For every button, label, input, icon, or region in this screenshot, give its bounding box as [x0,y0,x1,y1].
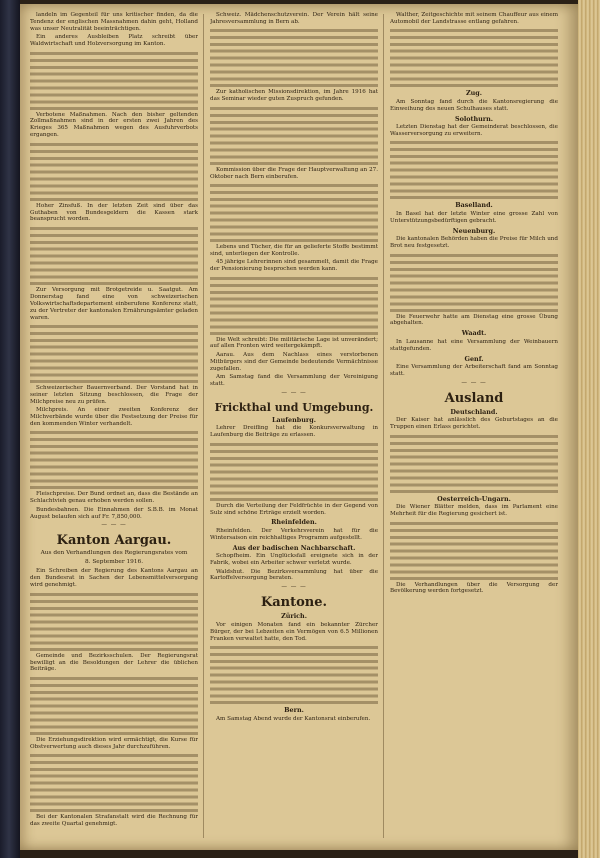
subheading-bern: Bern. [284,706,304,714]
paragraph: 45 jährige Lehrerinnen sind gesammelt, damit die Frage der Pensionierung besprochen werden kann. [210,259,378,273]
paragraph: Verbotene Maßnahmen. Nach den bisher geltenden Zollmaßnahmen sind in der ersten zwei Jahren des Krieges 365 Maßnahmen wegen des Ausfuhrverbots ergangen. [30,111,198,139]
text-block [30,752,198,812]
paragraph: In Basel hat der letzte Winter eine grosse Zahl von Unterstützungsbedürftigen gebracht. [390,210,558,224]
paragraph: Schopfheim. Ein Unglücksfall ereignete sich in der Fabrik, wobei ein Arbeiter schwer verletzt wurde. [210,553,378,567]
paragraph: Lebens und Tücher, die für an gelieferte Stoffe bestimmt sind, unterliegen der Kontrolle. [210,243,378,257]
subheading-laufenburg: Laufenburg. [272,415,316,424]
text-block [30,141,198,201]
paragraph: Kommission über die Frage der Hauptverwaltung an 27. Oktober nach Bern einberufen. [210,166,378,180]
column-right [390,12,558,840]
newspaper-page [20,4,578,850]
subheading-deutschland: Deutschland. [450,407,498,416]
paragraph: Durch die Verteilung der Feldfrüchte in der Gegend von Sulz sind schöne Erträge erzielt worden. [210,502,378,516]
subheading-baselland: Baselland. [455,201,493,210]
column-rule [383,14,384,838]
subheading-aargau-date: 8. September 1916. [84,559,144,566]
paragraph: Zur Versorgung mit Brotgetreide u. Saatgut. Am Donnerstag fand eine von schweizerischen Volkswirtschaftsdepartement einberufene Konferenz statt, zu der Vertreter der kantonalen Ernährungsämter geladen waren. [30,286,198,321]
text-block [390,433,558,493]
paragraph: Vor einigen Monaten fand ein bekannter Zürcher Bürger, der bei Lebzeiten ein Vermögen von 6.5 Millionen Franken verwaltet hatte, den Tod. [210,621,378,642]
book-spine [0,0,20,858]
subheading-zug: Zug. [465,89,482,98]
heading-ausland: Ausland [444,390,504,406]
heading-kantone: Kantone. [260,595,328,611]
paragraph: Letzten Dienstag hat der Gemeinderat beschlossen, die Wasserversorgung zu erweitern. [390,124,558,138]
paragraph: Fleischpreise. Der Bund ordnet an, dass die Bestände an Schlachtvieh genau erhoben werden sollen. [30,491,198,505]
paragraph: landeln im Gegenteil für uns kritischer finden, da die Tendenz der englischen Massnahmen dahin geht, Holland was unser Neutralität beeinträchtigen. [30,12,198,32]
text-block [390,27,558,87]
text-block [210,644,378,704]
paragraph: Die kantonalen Behörden haben die Preise für Milch und Brot neu festgesetzt. [390,236,558,250]
text-block [390,252,558,312]
paragraph: Walther, Zeitgeschichte mit seinem Chauffeur aus einem Automobil der Landstrasse entlang gefahren. [390,12,558,25]
text-block [390,520,558,580]
text-block [30,429,198,489]
text-block [210,27,378,87]
text-block [210,441,378,501]
subheading-oesterreich: Oesterreich-Ungarn. [437,494,511,503]
heading-aargau: Kanton Aargau. [56,533,172,549]
paragraph: Rheinfelden. Der Verkehrsverein hat für die Wintersaison ein reichhaltiges Programm aufgestellt. [210,527,378,541]
text-block [30,591,198,651]
subheading-genf: Genf. [464,354,484,363]
paragraph: Die Welt schreibt: Die militärische Lage ist unverändert; auf allen Fronten wird weitergekämpft. [210,336,378,350]
paragraph: Die Feuerwehr hatte am Dienstag eine grosse Übung abgehalten. [390,313,558,327]
paragraph: Waldshut. Die Bezirksversammlung hat über die Kartoffelversorgung beraten. [210,568,378,582]
paragraph: In Lausanne hat eine Versammlung der Weinbauern stattgefunden. [390,338,558,352]
text-block [30,323,198,383]
subheading-rheinfelden: Rheinfelden. [271,518,317,527]
paragraph: Schweiz. Mädchenschutzverein. Der Verein hält seine Jahresversammlung in Bern ab. [210,12,378,25]
paragraph: Schweizerischer Bauernverband. Der Vorstand hat in seiner letzten Sitzung beschlossen, die Frage der Milchpreise neu zu prüfen. [30,384,198,405]
text-block [390,139,558,199]
paragraph: Am Sonntag fand durch die Kantonsregierung die Einweihung des neuen Schulhauses statt. [390,98,558,112]
subheading-zuerich: Zürich. [281,612,307,621]
column-middle [210,12,378,840]
paragraph: Ein Schreiben der Regierung des Kantons Aargau an den Bundesrat in Sachen der Lebensmittelversorgung wird genehmigt. [30,568,198,589]
separator: — — — [281,389,307,396]
paragraph: Der Kaiser hat anlässlich des Geburtstages an die Truppen einen Erlass gerichtet. [390,417,558,431]
paragraph: Am Samstag fand die Versammlung der Vereinigung statt. [210,374,378,387]
subheading-aargau: Aus den Verhandlungen des Regierungsrates vom [40,550,188,557]
subheading-waadt: Waadt. [461,329,487,338]
text-block [210,182,378,242]
paragraph: Lehrer Dreifling hat die Konkursverwaltung in Laufenburg die Beiträge zu erlassen. [210,425,378,439]
subheading-solothurn: Solothurn. [454,114,494,123]
paragraph: Am Samstag Abend wurde der Kantonsrat einberufen. [216,715,371,722]
paragraph: Gemeinde und Bezirksschulen. Der Regierungsrat bewilligt an die Besoldungen der Lehrer die üblichen Beiträge. [30,652,198,673]
text-block [30,675,198,735]
column-left [30,12,198,840]
paragraph: Die Wiener Blätter melden, dass im Parlament eine Mehrheit für die Regierung gesichert ist. [390,504,558,518]
paragraph: Die Verhandlungen über die Versorgung der Bevölkerung werden fortgesetzt. [390,581,558,595]
column-rule [203,14,204,838]
paragraph: Die Erziehungsdirektion wird ermächtigt, die Kurse für Obstverwertung auch dieses Jahr durchzuführen. [30,736,198,750]
paragraph: Zur katholischen Missionsdirektion, im Jahre 1916 hat das Seminar wieder guten Zuspruch gefunden. [210,89,378,103]
paragraph: Bundesbahnen. Die Einnahmen der S.B.B. im Monat August belaufen sich auf Fr. 7,850,000. [30,506,198,520]
paragraph: Hoher Zinsfuß. In der letzten Zeit sind über das Guthaben von Bundesgeldern die Kassen stark beansprucht worden. [30,202,198,223]
heading-frickthal: Frickthal und Umgebung. [214,400,374,414]
text-block [30,50,198,110]
text-block [210,275,378,335]
paragraph: Aarau. Aus dem Nachlass eines verstorbenen Mitbürgers sind der Gemeinde bedeutende Vermächtnisse zugefallen. [210,351,378,372]
subheading-neuenburg: Neuenburg. [452,226,496,235]
separator: — — — [281,584,307,591]
paragraph: Bei der Kantonalen Strafanstalt wird die Rechnung für das zweite Quartal genehmigt. [30,814,198,828]
text-block [30,225,198,285]
text-block [210,105,378,165]
paragraph: Eine Versammlung der Arbeiterschaft fand am Sonntag statt. [390,364,558,378]
paragraph: Ein anderes Ausbleiben Platz schreibt über Waldwirtschaft und Holzversorgung im Kanton. [30,34,198,48]
separator: — — — [101,522,127,529]
separator: — — — [461,380,487,386]
paragraph: Milchpreis. An einer zweiten Konferenz der Milchverbände wurde über die Festsetzung der Preise für den kommenden Winter verhandelt. [30,407,198,427]
subheading-baden: Aus der badischen Nachbarschaft. [232,543,356,552]
page-edges [578,0,600,858]
